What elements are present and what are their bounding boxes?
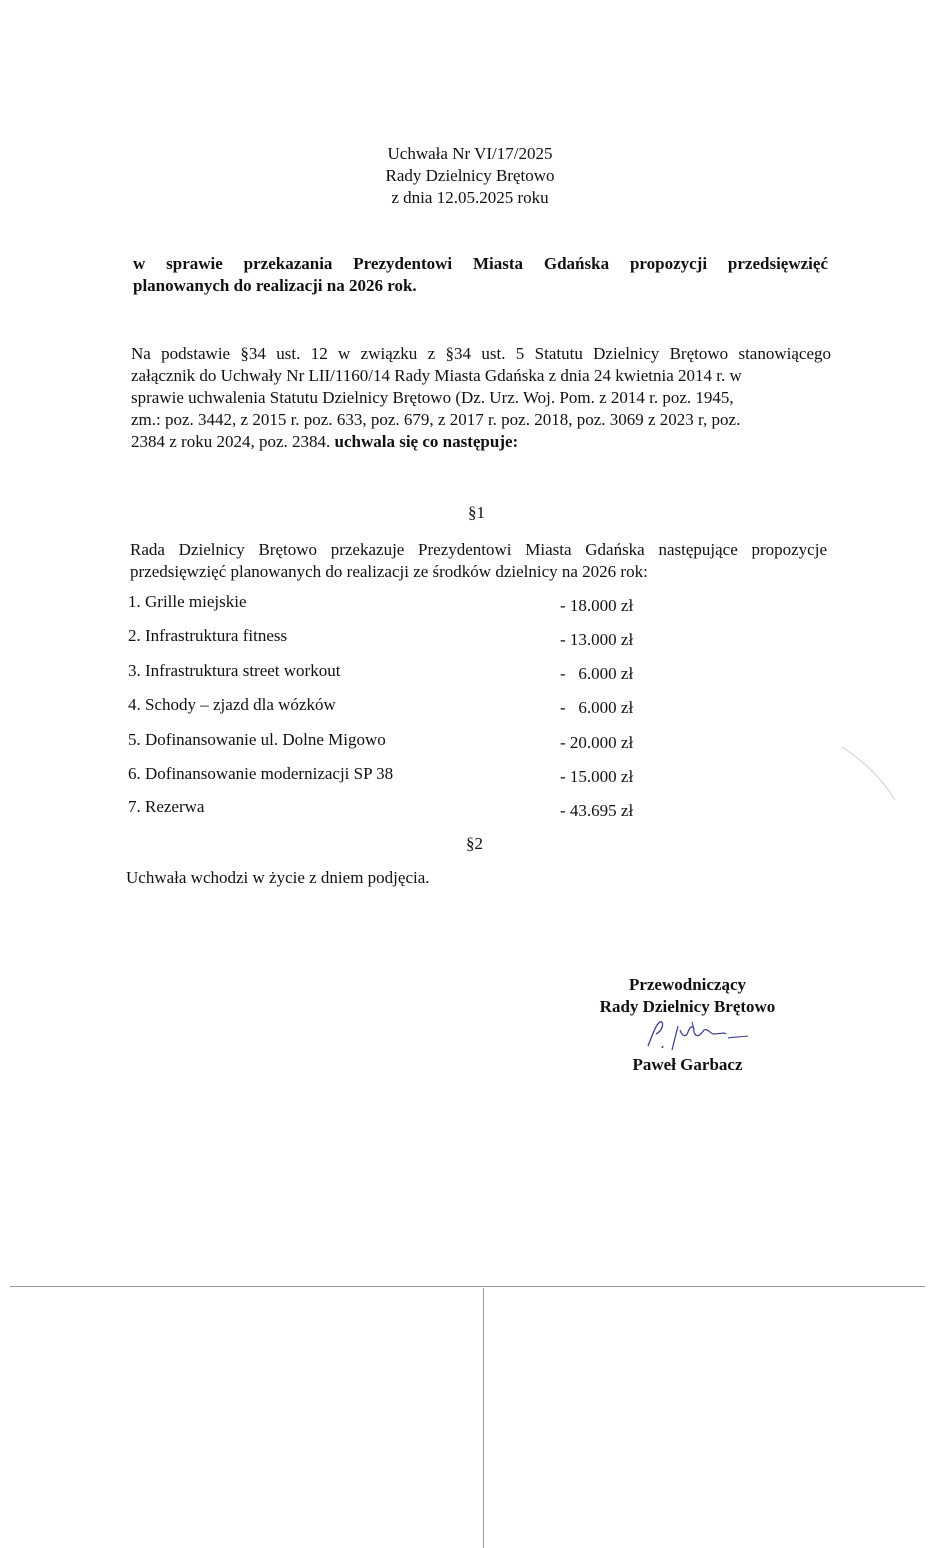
section-1-intro-line-2: przedsięwzięć planowanych do realizacji ze środków dzielnicy na 2026 rok: (130, 562, 648, 581)
proposal-label: 6. Dofinansowanie modernizacji SP 38 (128, 764, 394, 783)
proposal-amount: - 18.000 zł (560, 596, 634, 615)
subject-line-2: planowanych do realizacji na 2026 rok. (133, 276, 417, 295)
section-1-symbol: §1 (468, 503, 485, 522)
council-name: Rady Dzielnicy Brętowo (385, 166, 555, 185)
proposal-amount: - 6.000 zł (560, 698, 634, 717)
scan-fold-line-horizontal (10, 1286, 925, 1287)
resolution-date: z dnia 12.05.2025 roku (391, 188, 549, 207)
legal-basis-line-3: sprawie uchwalenia Statutu Dzielnicy Brętowo (Dz. Urz. Woj. Pom. z 2014 r. poz. 1945, (131, 388, 734, 407)
section-2-symbol: §2 (466, 834, 483, 853)
proposal-amount: - 6.000 zł (560, 664, 634, 683)
legal-basis-line-4: zm.: poz. 3442, z 2015 r. poz. 633, poz. 679, z 2017 r. poz. 2018, poz. 3069 z 2023 r, poz. (131, 410, 741, 429)
proposal-label: 3. Infrastruktura street workout (128, 661, 341, 680)
proposal-label: 4. Schody – zjazd dla wózków (128, 695, 336, 714)
section-1-intro-line-1: Rada Dzielnicy Brętowo przekazuje Prezydentowi Miasta Gdańska następujące propozycje (130, 540, 827, 559)
proposal-label: 7. Rezerwa (128, 797, 205, 816)
legal-basis-line-5-bold: uchwala się co następuje: (334, 432, 519, 451)
scan-fold-line-vertical (483, 1288, 484, 1548)
proposal-amount: - 13.000 zł (560, 630, 634, 649)
proposal-amount: - 20.000 zł (560, 733, 634, 752)
section-2-text: Uchwała wchodzi w życie z dniem podjęcia. (126, 868, 430, 887)
legal-basis (131, 343, 831, 453)
proposal-amount: - 15.000 zł (560, 767, 634, 786)
proposal-label: 5. Dofinansowanie ul. Dolne Migowo (128, 730, 386, 749)
legal-basis-line-1: Na podstawie §34 ust. 12 w związku z §34 ust. 5 Statutu Dzielnicy Brętowo stanowiącego (131, 344, 831, 363)
legal-basis-line-5 (131, 431, 831, 453)
signatory-council: Rady Dzielnicy Brętowo (599, 997, 776, 1016)
resolution-number: Uchwała Nr VI/17/2025 (387, 144, 553, 163)
proposal-amount: - 43.695 zł (560, 801, 634, 820)
legal-basis-line-2: załącznik do Uchwały Nr LII/1160/14 Rady Miasta Gdańska z dnia 24 kwietnia 2014 r. w (131, 366, 742, 385)
signatory-name: Paweł Garbacz (632, 1055, 743, 1074)
subject-line-1: w sprawie przekazania Prezydentowi Miasta Gdańska propozycji przedsięwzięć (133, 254, 828, 273)
legal-basis-line-5-start: 2384 z roku 2024, poz. 2384. (131, 432, 331, 451)
proposal-label: 1. Grille miejskie (128, 592, 247, 611)
scan-artifact-mark (840, 745, 900, 805)
proposal-label: 2. Infrastruktura fitness (128, 626, 288, 645)
signatory-title: Przewodniczący (628, 975, 747, 994)
handwritten-signature (638, 1016, 768, 1056)
